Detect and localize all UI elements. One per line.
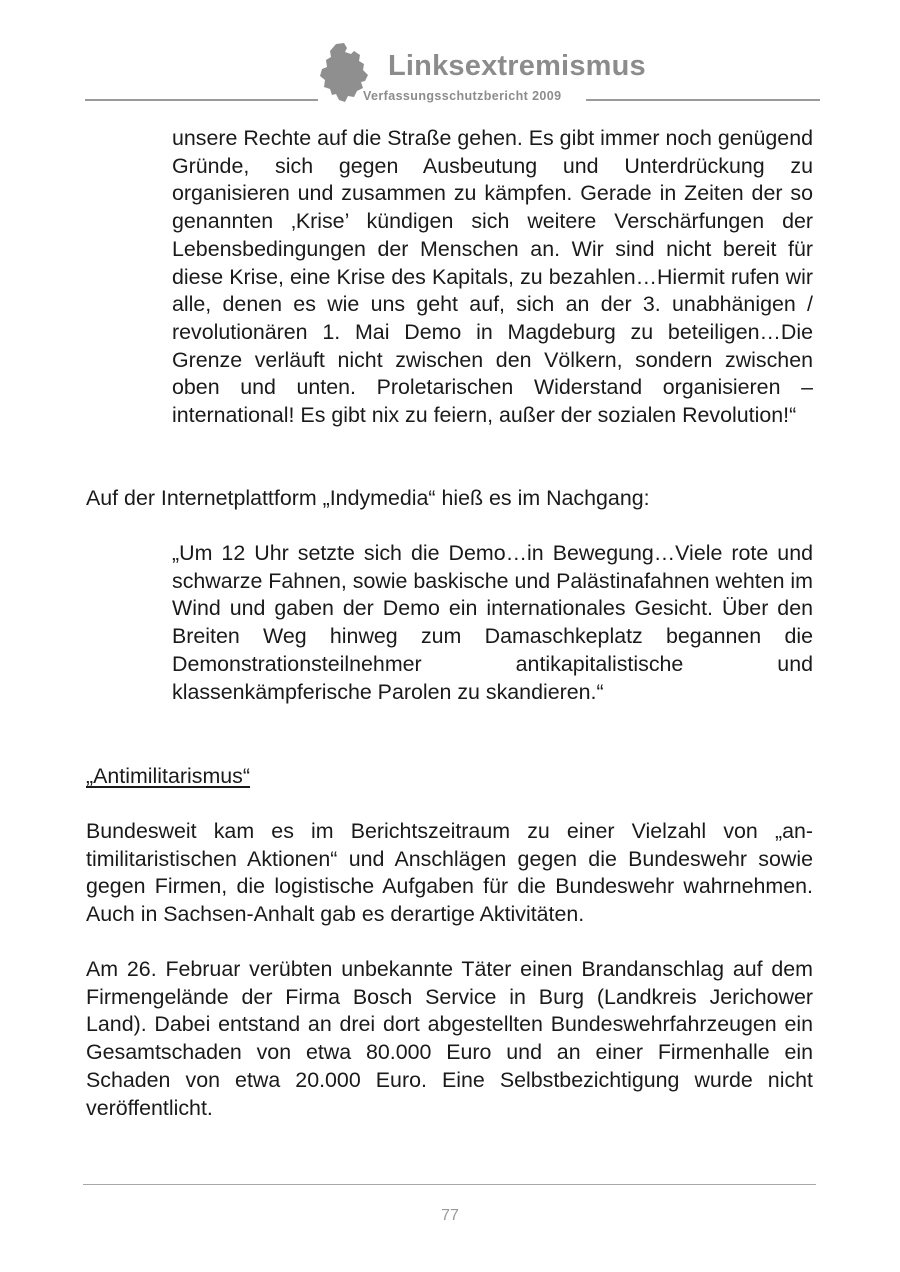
header-rule-right	[586, 99, 820, 101]
header-rule-left	[85, 99, 318, 101]
section-heading-antimilitarismus: „Antimilitarismus“	[86, 764, 251, 788]
paragraph-indymedia-intro: Auf der Internetplattform „Indymedia“ hieß es im Nachgang:	[86, 486, 650, 510]
page-number: 77	[441, 1207, 459, 1224]
header-title: Linksextremismus	[388, 50, 646, 82]
block-quote-demo-call: unsere Rechte auf die Straße gehen. Es gibt immer noch genügend Gründe, sich gegen Ausbeutung und Unterdrückung zu organisieren und zusammen zu kämpfen. Gerade in Zeiten der so genannten ‚Krise’ kündigen sich weitere Verschärfungen der Lebensbedingungen der Menschen an. Wir sind nicht bereit für diese Krise, eine Krise des Kapitals, zu bezahlen…Hiermit rufen wir alle, denen es wie uns geht auf, sich an der 3. unabhänigen / revolutionären 1. Mai Demo in Magdeburg zu beteiligen…Die Grenze verläuft nicht zwischen den Völkern, sondern zwischen oben und unten. Proletarischen Widerstand organisieren – international! Es gibt nix zu feiern, außer der sozialen Revolution!“	[172, 126, 813, 428]
paragraph-brandanschlag: Am 26. Februar verübten unbekannte Täter einen Brandanschlag auf dem Firmengelände der Firma Bosch Service in Burg (Landkreis Jerichower Land). Dabei entstand an drei dort abgestellten Bundeswehrfahrzeugen ein Gesamtschaden von etwa 80.000 Euro und an einer Firmenhalle ein Schaden von etwa 20.000 Euro. Eine Selbstbezichtigung wurde nicht veröffentlicht.	[86, 957, 813, 1120]
block-quote-indymedia: „Um 12 Uhr setzte sich die Demo…in Bewegung…Viele rote und schwarze Fahnen, sowie baskische und Palästinafahnen wehten im Wind und gaben der Demo ein internationales Gesicht. Über den Breiten Weg hinweg zum Damaschkeplatz begannen die Demonstrationsteilnehmer antikapitalistische und klassenkämpferische Parolen zu skandieren.“	[172, 541, 813, 704]
footer-rule	[83, 1184, 816, 1185]
page-header	[0, 0, 900, 110]
paragraph-bundesweit: Bundesweit kam es im Berichtszeitraum zu einer Vielzahl von „antimilitaristischen Aktionen“ und Anschlägen gegen die Bundeswehr sowie gegen Firmen, die logistische Aufgaben für die Bundeswehr wahrnehmen. Auch in Sachsen-Anhalt gab es derartige Aktivitäten.	[86, 819, 813, 927]
header-subtitle: Verfassungsschutzbericht 2009	[363, 89, 562, 103]
